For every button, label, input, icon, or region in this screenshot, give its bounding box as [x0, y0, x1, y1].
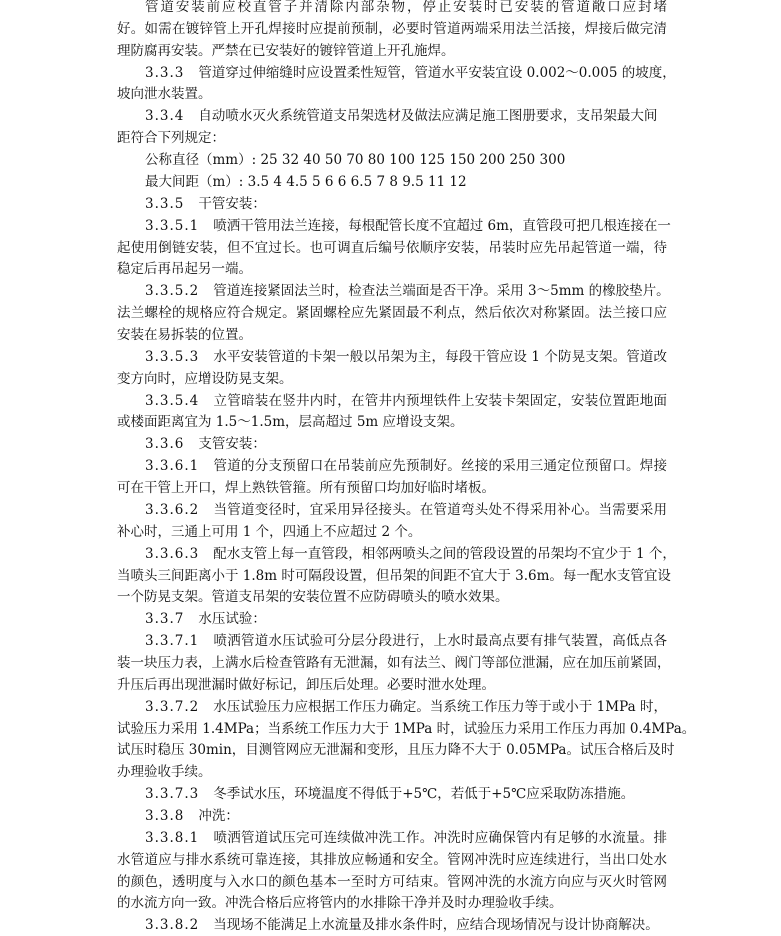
paragraph-line: 办理验收手续。	[117, 764, 212, 780]
paragraph-line: 当喷头三间距离小于 1.8m 时可隔段设置，但吊架的间距不宜大于 3.6m。每一配水支管宜设	[117, 568, 671, 584]
clause-text: 管道穿过伸缩缝时应设置柔性短管，管道水平安装宜设 0.002～0.005 的坡度，	[198, 65, 676, 81]
clause-3-3-8-1	[145, 827, 667, 849]
clause-text: 管道连接紧固法兰时，检查法兰端面是否干净。采用 3～5mm 的橡胶垫片。	[213, 283, 670, 299]
clause-number: 3.3.5.2	[145, 283, 200, 299]
spacing-table-distance-row: 最大间距（m）: 3.5 4 4.5 5 6 6 6.5 7 8 9.5 11 12	[145, 174, 467, 190]
paragraph-line: 试压时稳压 30min，目测管网应无泄漏和变形，且压力降不大于 0.05MPa。试压合格后及时	[117, 742, 675, 758]
paragraph-line: 的水流方向一致。冲洗合格后应将管内的水排除干净并及时办理验收手续。	[117, 895, 563, 911]
clause-3-3-8-2	[145, 914, 667, 936]
clause-number: 3.3.5	[145, 196, 185, 212]
clause-text: 当管道变径时，宜采用异径接头。在管道弯头处不得采用补心。当需要采用	[213, 502, 667, 518]
clause-text: 水平安装管道的卡架一般以吊架为主，每段干管应设 1 个防晃支架。管道改	[213, 349, 667, 365]
paragraph-line: 水管道应与排水系统可靠连接，其排放应畅通和安全。管网冲洗时应连续进行，当出口处水	[117, 852, 667, 868]
clause-text: 喷洒干管用法兰连接，每根配管长度不宜超过 6m，直管段可把几根连接在一	[213, 218, 671, 234]
clause-text: 喷洒管道水压试验可分层分段进行，上水时最高点要有排气装置，高低点各	[213, 633, 667, 649]
clause-number: 3.3.7	[145, 611, 185, 627]
clause-number: 3.3.5.1	[145, 218, 200, 234]
clause-text: 支管安装：	[198, 436, 266, 452]
paragraph-line: 补心时，三通上可用 1 个，四通上不应超过 2 个。	[117, 524, 422, 540]
clause-number: 3.3.8	[145, 808, 185, 824]
clause-text: 配水支管上每一直管段，相邻两喷头之间的管段设置的吊架均不宜少于 1 个，	[213, 546, 676, 562]
paragraph-line: 好。如需在镀锌管上开孔焊接时应提前预制，必要时管道两端采用法兰活接，焊接后做完清	[117, 21, 667, 37]
paragraph-line: 或楼面距离宜为 1.5～1.5m，层高超过 5m 应增设支架。	[117, 414, 464, 430]
clause-number: 3.3.6.3	[145, 546, 200, 562]
paragraph-line: 安装在易拆装的位置。	[117, 327, 252, 343]
paragraph-line: 距符合下列规定：	[117, 130, 225, 146]
paragraph-line: 管道安装前应校直管子并清除内部杂物，停止安装时已安装的管道敞口应封堵	[145, 0, 667, 15]
clause-number: 3.3.8.1	[145, 830, 200, 846]
clause-3-3-5-2	[145, 280, 670, 302]
paragraph-line: 试验压力采用 1.4MPa；当系统工作压力大于 1MPa 时，试验压力采用工作压力再加 0.4MPa。	[117, 721, 696, 737]
clause-number: 3.3.6	[145, 436, 185, 452]
clause-3-3-6-1	[145, 455, 667, 477]
clause-text: 喷洒管道试压完可连续做冲洗工作。冲洗时应确保管内有足够的水流量。排	[213, 830, 667, 846]
paragraph-line: 可在干管上开口，焊上熟铁管箍。所有预留口均加好临时堵板。	[117, 480, 495, 496]
clause-3-3-7-2	[145, 696, 667, 718]
clause-text: 冬季试水压，环境温度不得低于+5℃，若低于+5℃应采取防冻措施。	[213, 786, 635, 802]
paragraph-line: 装一块压力表，上满水后检查管路有无泄漏，如有法兰、阀门等部位泄漏，应在加压前紧固，	[117, 655, 671, 671]
clause-3-3-7-3	[145, 783, 667, 805]
clause-text: 水压试验：	[198, 611, 266, 627]
clause-text: 自动喷水灭火系统管道支吊架选材及做法应满足施工图册要求，支吊架最大间	[198, 108, 658, 124]
clause-number: 3.3.6.2	[145, 502, 200, 518]
paragraph-line: 坡向泄水装置。	[117, 86, 212, 102]
clause-3-3-6	[145, 433, 667, 455]
clause-number: 3.3.7.1	[145, 633, 200, 649]
clause-3-3-3	[145, 62, 676, 84]
clause-number: 3.3.4	[145, 108, 185, 124]
clause-number: 3.3.3	[145, 65, 185, 81]
clause-number: 3.3.6.1	[145, 458, 200, 474]
paragraph-line: 升压后再出现泄漏时做好标记，卸压后处理。必要时泄水处理。	[117, 677, 495, 693]
paragraph-line: 的颜色，透明度与入水口的颜色基本一至时方可结束。管网冲洗的水流方向应与灭火时管网	[117, 874, 667, 890]
clause-3-3-7-1	[145, 630, 667, 652]
clause-3-3-6-2	[145, 499, 667, 521]
clause-3-3-8	[145, 805, 667, 827]
clause-text: 干管安装：	[198, 196, 266, 212]
paragraph-line: 理防腐再安装。严禁在已安装好的镀锌管道上开孔施焊。	[117, 43, 455, 59]
clause-3-3-5-3	[145, 346, 667, 368]
clause-number: 3.3.5.4	[145, 393, 200, 409]
clause-number: 3.3.7.2	[145, 699, 200, 715]
clause-text: 立管暗装在竖井内时，在管井内预埋铁件上安装卡架固定，安装位置距地面	[213, 393, 667, 409]
clause-text: 水压试验压力应根据工作压力确定。当系统工作压力等于或小于 1MPa 时，	[213, 699, 667, 715]
clause-number: 3.3.5.3	[145, 349, 200, 365]
paragraph-line: 稳定后再吊起另一端。	[117, 261, 252, 277]
clause-text: 当现场不能满足上水流量及排水条件时，应结合现场情况与设计协商解决。	[213, 917, 659, 933]
clause-text: 管道的分支预留口在吊装前应先预制好。丝接的采用三通定位预留口。焊接	[213, 458, 667, 474]
clause-3-3-5	[145, 193, 667, 215]
spacing-table-diameter-row: 公称直径（mm）: 25 32 40 50 70 80 100 125 150 200 250 300	[145, 152, 566, 168]
clause-number: 3.3.7.3	[145, 786, 200, 802]
paragraph-line: 一个防晃支架。管道支吊架的安装位置不应防碍喷头的喷水效果。	[117, 589, 509, 605]
clause-3-3-7	[145, 608, 667, 630]
clause-3-3-5-4	[145, 390, 667, 412]
clause-3-3-6-3	[145, 543, 676, 565]
paragraph-line: 起使用倒链安装，但不宜过长。也可调直后编号依顺序安装，吊装时应先吊起管道一端，待	[117, 240, 667, 256]
clause-3-3-5-1	[145, 215, 671, 237]
clause-number: 3.3.8.2	[145, 917, 200, 933]
clause-text: 冲洗：	[198, 808, 239, 824]
clause-3-3-4	[145, 105, 667, 127]
paragraph-line: 法兰螺栓的规格应符合规定。紧固螺栓应先紧固最不利点，然后依次对称紧固。法兰接口应	[117, 305, 667, 321]
paragraph-line: 变方向时，应增设防晃支架。	[117, 371, 293, 387]
